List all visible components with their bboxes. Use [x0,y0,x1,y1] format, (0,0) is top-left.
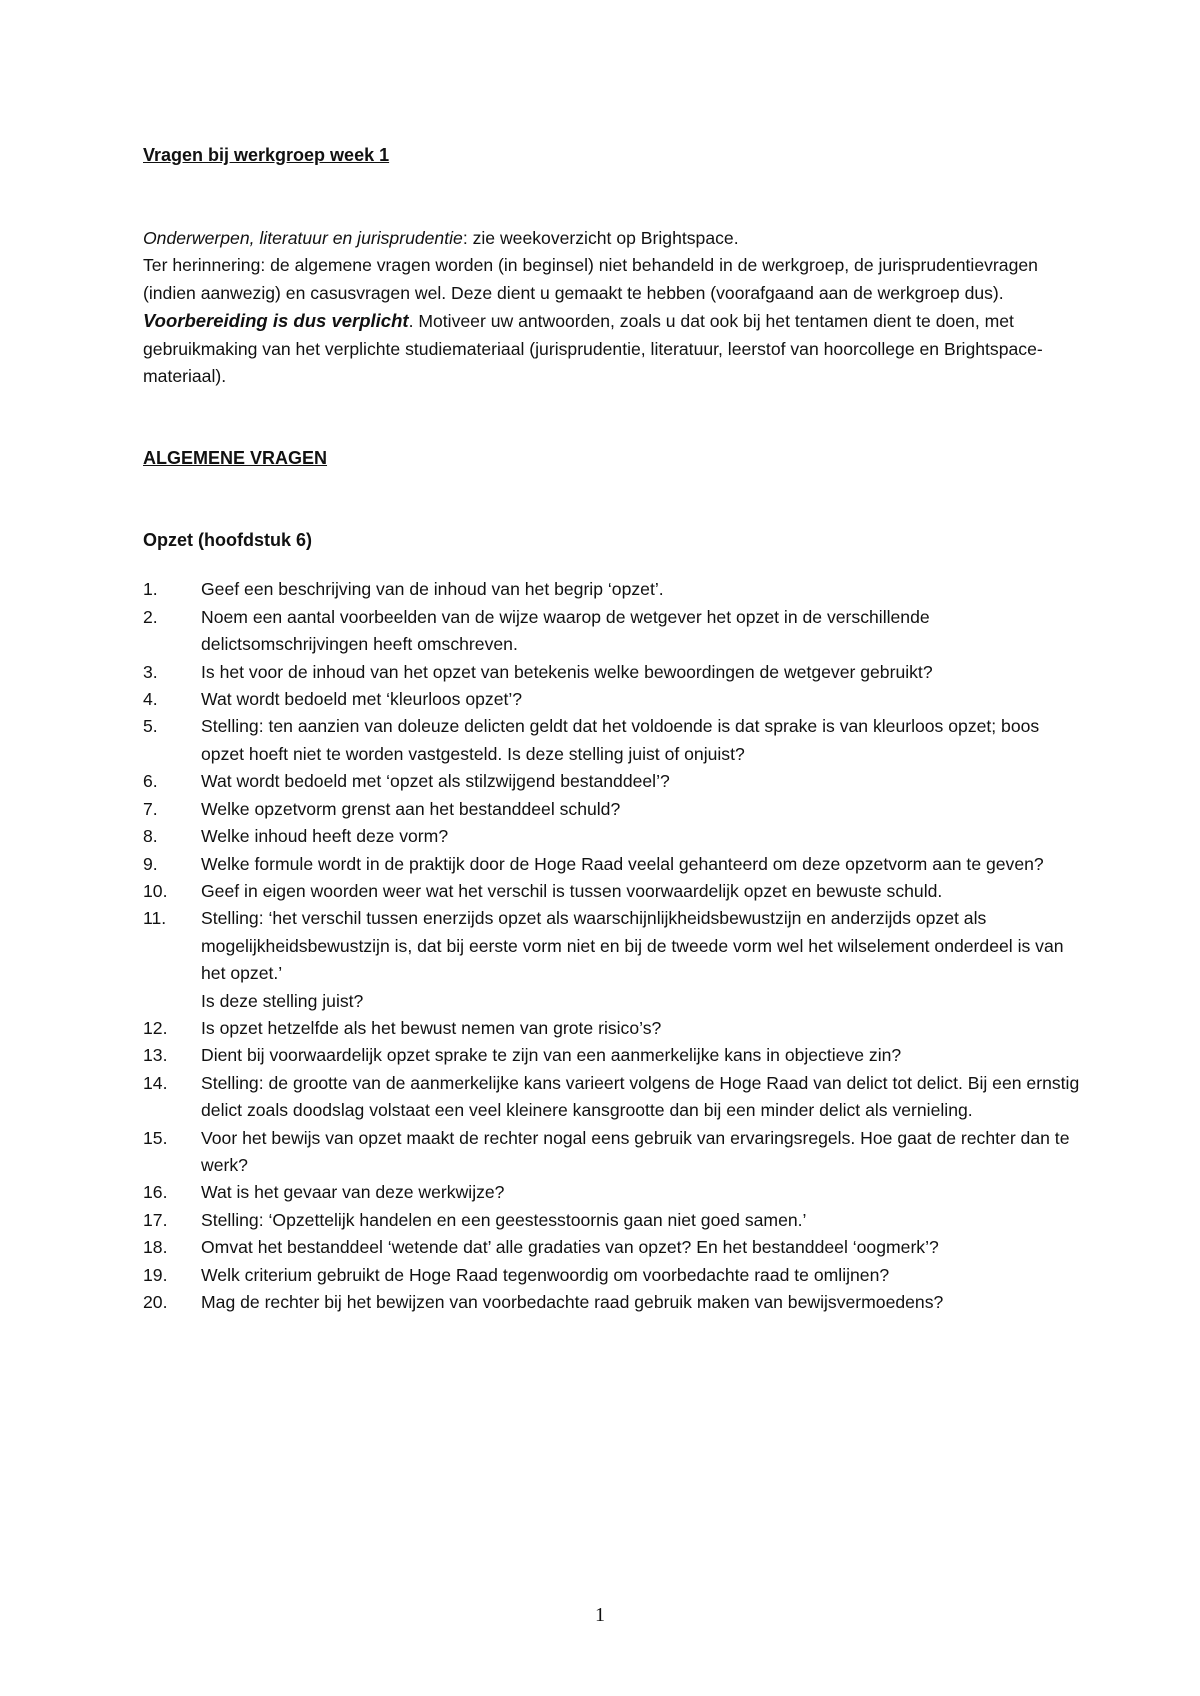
intro-part1: Ter herinnering: de algemene vragen worden (in beginsel) niet behandeld in de werkgroep, de jurisprudentievragen (indien aanwezig) en casusvragen wel. Deze dient u gemaakt te hebben (voorafgaand aan de werkgroep dus). [143,255,1038,303]
list-item [143,1262,1083,1289]
list-item [143,1125,1083,1180]
question-number: 20. [143,1292,168,1312]
question-number: 4. [143,689,158,710]
list-item [143,796,1083,823]
question-number: 17. [143,1209,168,1230]
question-text: Wat wordt bedoeld met ‘kleurloos opzet’? [201,689,523,710]
question-text: Omvat het bestanddeel ‘wetende dat’ alle gradaties van opzet? En het bestanddeel ‘oogmerk’? [201,1237,939,1258]
list-item [143,1015,1083,1042]
question-number: 13. [143,1045,168,1066]
intro-italic-lead: Onderwerpen, literatuur en jurisprudentie [143,228,463,248]
list-item [143,1179,1083,1206]
question-number: 1. [143,579,158,600]
subsection-title: Opzet (hoofdstuk 6) [143,530,312,551]
question-text: Geef een beschrijving van de inhoud van het begrip ‘opzet’. [201,579,664,600]
list-item [143,878,1083,905]
list-item [143,1289,1083,1316]
section-title: ALGEMENE VRAGEN [143,448,328,469]
question-number: 7. [143,798,158,819]
list-item [143,905,1083,1015]
list-item [143,1234,1083,1261]
document-title: Vragen bij werkgroep week 1 [143,145,390,165]
question-text: Mag de rechter bij het bewijzen van voorbedachte raad gebruik maken van bewijsvermoedens? [201,1292,944,1312]
list-item [143,713,1083,768]
intro-part2: . Motiveer uw antwoorden, zoals u dat ook bij het tentamen dient te doen, met gebruikmaking van het verplichte studiemateriaal (jurisprudentie, literatuur, leerstof van hoorcollege en Brightspace-materiaal). [143,311,1043,387]
question-text: Stelling: ‘Opzettelijk handelen en een geestesstoornis gaan niet goed samen.’ [201,1209,807,1230]
question-number: 18. [143,1237,168,1258]
question-number: 2. [143,606,158,627]
list-item [143,823,1083,850]
page-content [143,142,1083,1316]
question-text: Is het voor de inhoud van het opzet van betekenis welke bewoordingen de wetgever gebruikt? [201,661,933,682]
list-item [143,1207,1083,1234]
question-followup: Is deze stelling juist? [201,990,364,1011]
question-number: 3. [143,661,158,682]
question-number: 10. [143,880,168,901]
question-number: 8. [143,826,158,847]
question-number: 12. [143,1017,168,1038]
question-number: 5. [143,716,158,737]
question-number: 9. [143,853,158,874]
question-text: Stelling: ‘het verschil tussen enerzijds opzet als waarschijnlijkheidsbewustzijn en anderzijds opzet als mogelijkheidsbewustzijn is, dat bij eerste vorm niet en bij de tweede vorm wel het wilselement onderdeel is van het opzet.’ [201,908,1064,984]
list-item [143,1042,1083,1069]
list-item [143,604,1083,659]
intro-body [143,252,1083,390]
question-text: Welke formule wordt in de praktijk door de Hoge Raad veelal gehanteerd om deze opzetvorm aan te geven? [201,853,1044,874]
question-number: 16. [143,1182,168,1203]
question-text: Welk criterium gebruikt de Hoge Raad tegenwoordig om voorbedachte raad te omlijnen? [201,1264,890,1285]
list-item [143,659,1083,686]
intro-lead-line [143,225,1083,252]
question-text: Wat is het gevaar van deze werkwijze? [201,1182,505,1203]
list-item [143,1070,1083,1125]
list-item [143,851,1083,878]
question-text: Wat wordt bedoeld met ‘opzet als stilzwijgend bestanddeel’? [201,771,670,792]
question-text: Stelling: ten aanzien van doleuze delicten geldt dat het voldoende is dat sprake is van kleurloos opzet; boos opzet hoeft niet te worden vastgesteld. Is deze stelling juist of onjuist? [201,716,1040,764]
question-text-block [201,905,1083,1015]
intro-lead-rest: : zie weekoverzicht op Brightspace. [462,228,739,248]
question-text: Stelling: de grootte van de aanmerkelijke kans varieert volgens de Hoge Raad van delict tot delict. Bij een ernstig delict zoals doodslag volstaat een veel kleinere kansgrootte dan bij een minder delict als vernieling. [201,1072,1080,1121]
question-text: Voor het bewijs van opzet maakt de rechter nogal eens gebruik van ervaringsregels. Hoe gaat de rechter dan te werk? [201,1127,1070,1175]
intro-paragraph [143,225,1083,390]
list-item [143,686,1083,713]
page-number: 1 [595,1604,605,1626]
question-text: Welke inhoud heeft deze vorm? [201,826,449,847]
question-number: 15. [143,1127,168,1148]
question-text: Is opzet hetzelfde als het bewust nemen van grote risico’s? [201,1017,662,1038]
question-text: Dient bij voorwaardelijk opzet sprake te zijn van een aanmerkelijke kans in objectieve zin? [201,1045,902,1066]
question-text: Noem een aantal voorbeelden van de wijze waarop de wetgever het opzet in de verschillende delictsomschrijvingen heeft omschreven. [201,606,930,655]
question-number: 11. [143,908,167,929]
list-item [143,768,1083,795]
question-text: Welke opzetvorm grenst aan het bestanddeel schuld? [201,798,621,819]
intro-emphasis: Voorbereiding is dus verplicht [143,310,409,332]
question-number: 19. [143,1264,168,1285]
list-item [143,576,1083,603]
question-text: Geef in eigen woorden weer wat het verschil is tussen voorwaardelijk opzet en bewuste schuld. [201,880,943,901]
question-list [143,576,1083,1316]
question-number: 14. [143,1072,168,1093]
question-number: 6. [143,771,158,792]
